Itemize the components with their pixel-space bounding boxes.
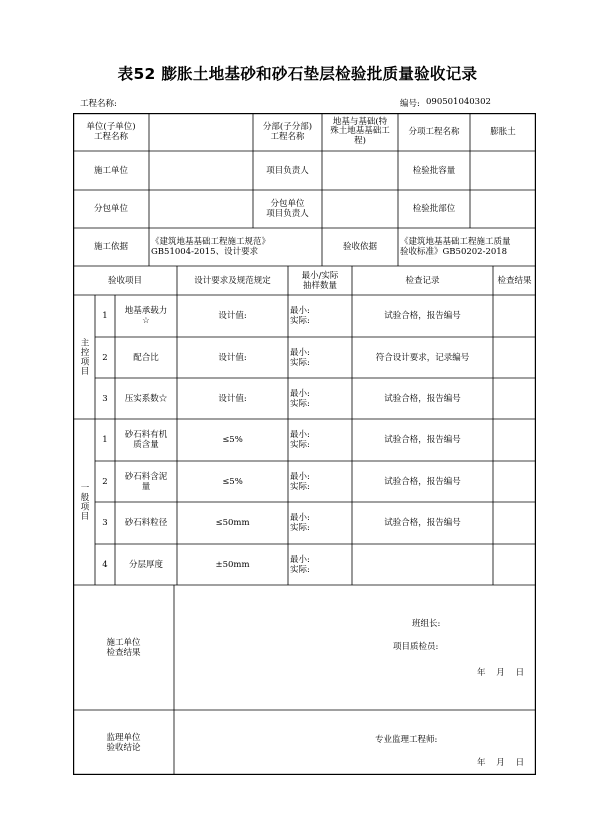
construction-date: 年 月 日: [477, 668, 525, 678]
col-header-design: 设计要求及规范规定: [194, 275, 271, 286]
general-item-result[interactable]: [493, 419, 536, 461]
contractor-label: 施工单位: [93, 165, 128, 176]
division-label: 分部(子分部) 工程名称: [262, 122, 313, 142]
supervising-engineer-label: 专业监理工程师:: [375, 735, 438, 745]
main-item-no: 3: [102, 393, 108, 404]
col-header-item: 验收项目: [107, 275, 142, 286]
col-header-record: 检查记录: [405, 275, 440, 286]
main-item-sample: 最小: 实际:: [290, 347, 310, 368]
project-manager-label: 项目负责人: [266, 165, 309, 176]
general-item-name: 砂石料有机 质含量: [124, 430, 168, 450]
main-item-name: 压实系数☆: [124, 393, 168, 404]
main-item-record: 试验合格，报告编号: [384, 311, 461, 321]
general-item-sample: 最小: 实际:: [290, 471, 310, 492]
team-leader-label: 班组长:: [412, 619, 441, 629]
contractor-value[interactable]: [149, 151, 253, 190]
division-value: 地基与基础(特 殊土地基基础工 程): [330, 116, 390, 146]
main-item-result[interactable]: [493, 295, 536, 337]
main-item-sample: 最小: 实际:: [290, 388, 310, 409]
general-item-record: [352, 544, 493, 585]
project-name-label: 工程名称:: [80, 99, 117, 109]
construction-basis-label: 施工依据: [93, 242, 128, 252]
general-item-record: 试验合格，报告编号: [384, 518, 461, 528]
main-item-design: 设计值:: [218, 311, 247, 321]
construction-result-label: 施工单位 检查结果: [106, 637, 141, 658]
col-header-sample: 最小/实际 抽样数量: [301, 270, 339, 291]
general-item-sample: 最小: 实际:: [290, 554, 310, 575]
main-control-group-label: 主控项目: [79, 338, 89, 376]
general-item-sample: 最小: 实际:: [290, 513, 310, 533]
quality-inspector-label: 项目质检员:: [393, 642, 439, 652]
main-item-design: 设计值:: [218, 352, 247, 363]
supervision-date: 年 月 日: [477, 758, 525, 768]
construction-basis-value: 《建筑地基基础工程施工规范》 GB51004-2015、设计要求: [151, 237, 271, 257]
project-manager-value[interactable]: [322, 151, 398, 190]
col-header-result: 检查结果: [497, 275, 532, 286]
main-item-no: 2: [102, 352, 108, 363]
general-item-no: 1: [102, 435, 108, 445]
general-item-result[interactable]: [493, 461, 536, 502]
batch-capacity-label: 检验批容量: [412, 165, 456, 176]
general-item-record: 试验合格，报告编号: [384, 476, 461, 487]
main-item-result[interactable]: [493, 378, 536, 419]
inspection-form: [73, 113, 536, 775]
unit-project-value[interactable]: [149, 113, 253, 151]
subcontractor-label: 分包单位: [93, 204, 128, 214]
general-item-design: ≤5%: [222, 476, 243, 487]
main-item-no: 1: [102, 311, 108, 321]
general-item-name: 砂石料含泥 量: [124, 471, 168, 492]
general-item-design: ±50mm: [215, 559, 250, 570]
sub-project-manager-label: 分包单位 项目负责人: [266, 199, 309, 219]
main-item-sample: 最小: 实际:: [290, 306, 310, 326]
subitem-value: 膨胀土: [490, 127, 516, 137]
general-item-no: 4: [102, 559, 108, 570]
main-item-record: 试验合格，报告编号: [384, 393, 461, 404]
general-item-design: ≤5%: [222, 435, 243, 445]
general-group-label: 一般项目: [79, 483, 89, 521]
main-item-result[interactable]: [493, 337, 536, 378]
serial-label: 编号:: [400, 99, 420, 109]
sub-project-manager-value[interactable]: [322, 190, 398, 228]
subitem-label: 分项工程名称: [408, 127, 460, 137]
main-item-name: 配合比: [133, 352, 159, 363]
general-item-no: 2: [102, 476, 108, 487]
general-item-result[interactable]: [493, 502, 536, 544]
supervision-conclusion-label: 监理单位 验收结论: [106, 732, 141, 753]
general-item-result[interactable]: [493, 544, 536, 585]
main-item-design: 设计值:: [218, 393, 247, 404]
general-item-sample: 最小: 实际:: [290, 430, 310, 450]
batch-location-label: 检验批部位: [412, 204, 456, 214]
unit-project-label: 单位(子单位) 工程名称: [86, 122, 136, 142]
main-item-name: 地基承载力 ☆: [124, 306, 168, 326]
page-title: 表52 膨胀土地基砂和砂石垫层检验批质量验收记录: [117, 65, 478, 83]
batch-capacity-value[interactable]: [470, 151, 536, 190]
acceptance-basis-value: 《建筑地基基础工程施工质量 验收标准》GB50202-2018: [400, 237, 511, 257]
general-item-record: 试验合格，报告编号: [384, 435, 461, 445]
batch-location-value[interactable]: [470, 190, 536, 228]
general-item-name: 砂石料粒径: [124, 518, 168, 528]
acceptance-basis-label: 验收依据: [342, 242, 377, 252]
general-item-design: ≤50mm: [215, 518, 250, 528]
general-item-name: 分层厚度: [128, 559, 163, 570]
subcontractor-value[interactable]: [149, 190, 253, 228]
general-item-no: 3: [102, 518, 108, 528]
serial-value: 090501040302: [426, 97, 491, 107]
main-item-record: 符合设计要求，记录编号: [375, 352, 470, 363]
